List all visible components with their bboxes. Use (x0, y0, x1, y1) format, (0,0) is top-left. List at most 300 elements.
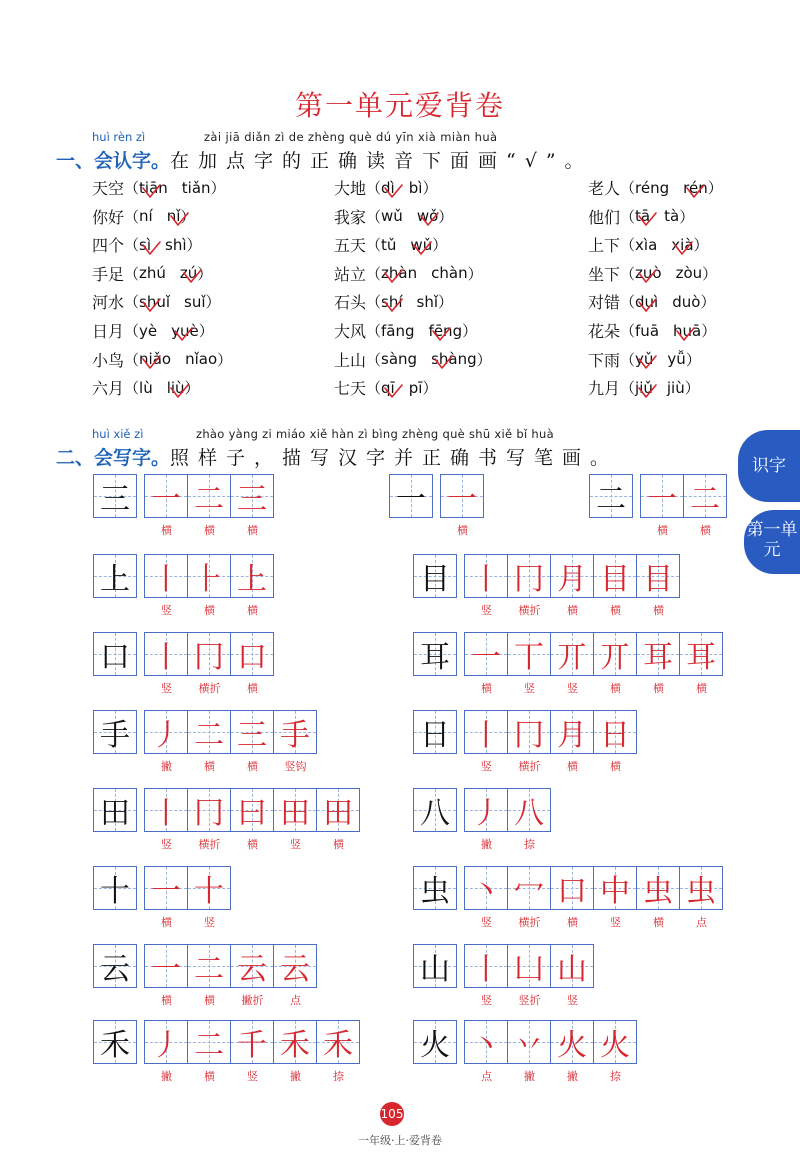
paren-close: ） (685, 350, 701, 369)
stroke-step-box[interactable]: 丌 (550, 632, 594, 676)
reading-item (334, 376, 437, 399)
pinyin-option-b[interactable]: shàng (431, 350, 477, 368)
item-word: 五天 (334, 236, 367, 256)
pinyin-option-a[interactable]: yè (139, 321, 158, 340)
stroke-name: 竖 (610, 916, 621, 929)
stroke-step-box[interactable]: 二 (187, 474, 231, 518)
stroke-step-box[interactable]: 二 (683, 474, 727, 518)
model-char-box: 山 (413, 944, 457, 988)
stroke-step-box[interactable]: 丨 (464, 710, 508, 754)
stroke-names (145, 680, 274, 696)
stroke-step-box[interactable]: 丌 (593, 632, 637, 676)
stroke-name: 点 (290, 994, 301, 1007)
check-mark-icon (173, 327, 193, 343)
stroke-names (465, 602, 680, 618)
stroke-step-box[interactable]: 虫 (679, 866, 723, 910)
pinyin-option-b[interactable]: chàn (431, 264, 468, 283)
pinyin-option-a[interactable]: yǔ (635, 350, 653, 368)
check-mark-icon (141, 184, 161, 200)
paren-close: ） (180, 207, 196, 226)
stroke-name: 竖 (481, 916, 492, 929)
item-word: 坐下 (588, 264, 621, 284)
paren-open: （ (366, 322, 382, 340)
model-char-box: 上 (93, 554, 137, 598)
reading-item (334, 176, 437, 199)
stroke-name: 捺 (524, 838, 535, 851)
model-char-box: 手 (93, 710, 137, 754)
stroke-name: 横 (161, 916, 172, 929)
paren-open: （ (124, 379, 140, 398)
pinyin-option-b[interactable]: zú (180, 264, 197, 282)
stroke-name: 捺 (610, 1070, 621, 1083)
page-footer: 一年级·上·爱背卷 (358, 1134, 442, 1147)
paren-open: （ (124, 236, 140, 255)
reading-item (92, 348, 232, 371)
stroke-name: 捺 (333, 1070, 344, 1083)
stroke-name: 竖 (161, 604, 172, 617)
stroke-name: 横 (653, 682, 664, 695)
check-mark-icon (412, 241, 432, 257)
reading-item (334, 262, 483, 285)
stroke-step-box[interactable]: 耳 (679, 632, 723, 676)
section2-label-pinyin: huì xiě zì (92, 427, 144, 441)
stroke-step-box[interactable]: 凵 (507, 944, 551, 988)
section1-instruction-pinyin: zài jiā diǎn zì de zhèng què dú yīn xià miàn huà (204, 130, 498, 144)
item-word: 六月 (92, 379, 125, 399)
pinyin-option-a[interactable]: lù (139, 378, 153, 397)
check-mark-icon (383, 184, 403, 200)
stroke-name: 横 (204, 760, 215, 773)
page-title: 第一单元爱背卷 (294, 89, 505, 122)
paren-open: （ (366, 207, 382, 226)
paren-close: ） (702, 264, 718, 283)
stroke-name: 撇 (567, 1070, 578, 1083)
stroke-step-box[interactable]: 丿 (464, 788, 508, 832)
pinyin-option-b[interactable]: xià (671, 236, 693, 254)
reading-item (588, 290, 715, 313)
reading-item (588, 262, 717, 285)
pinyin-option-b[interactable]: nǐao (185, 350, 218, 369)
pinyin-option-a[interactable]: xìa (635, 235, 658, 254)
pinyin-option-a[interactable]: fāng (381, 321, 415, 340)
stroke-step-box[interactable]: 丨 (144, 632, 188, 676)
paren-close: ） (422, 379, 438, 398)
stroke-step-box[interactable]: 丨 (464, 944, 508, 988)
pinyin-option-a[interactable]: ní (139, 207, 153, 226)
reading-item (588, 348, 701, 371)
writing-row (414, 866, 723, 910)
section2-header (56, 443, 618, 470)
check-mark-icon (141, 241, 161, 257)
stroke-step-box[interactable]: 曰 (230, 788, 274, 832)
stroke-step-box[interactable]: 山 (550, 944, 594, 988)
pinyin-option-b[interactable]: zòu (675, 264, 703, 283)
pinyin-option-b[interactable]: wǒ (417, 207, 438, 225)
paren-open: （ (124, 179, 140, 197)
stroke-step-box[interactable]: 日 (593, 710, 637, 754)
check-mark-icon (169, 212, 189, 228)
stroke-name: 横 (247, 838, 258, 851)
pinyin-option-b[interactable]: rén (683, 179, 708, 197)
stroke-step-box[interactable]: 一 (144, 866, 188, 910)
paren-close: ） (197, 264, 213, 283)
stroke-step-box[interactable]: 一 (144, 944, 188, 988)
paren-open: （ (366, 264, 382, 283)
stroke-name: 横 (567, 760, 578, 773)
item-word: 老人 (588, 179, 621, 198)
model-char-box: 虫 (413, 866, 457, 910)
stroke-name: 横 (700, 524, 711, 537)
reading-item (334, 290, 453, 313)
pinyin-option-b[interactable]: shì (165, 235, 187, 254)
pinyin-option-a[interactable]: tiān (139, 179, 168, 197)
paren-close: ） (467, 264, 483, 283)
stroke-name: 撇 (161, 760, 172, 773)
stroke-name: 撇折 (241, 994, 264, 1007)
paren-close: ） (700, 293, 716, 312)
stroke-step-box[interactable]: 千 (230, 1020, 274, 1064)
paren-open: （ (366, 236, 382, 255)
pinyin-option-a[interactable]: tǔ (381, 235, 397, 254)
pinyin-option-b[interactable]: tà (664, 207, 680, 226)
stroke-names (465, 992, 594, 1008)
side-tab-literacy[interactable]: 识字 (738, 430, 800, 502)
model-char-box: 禾 (93, 1020, 137, 1064)
pinyin-option-b[interactable]: liù (167, 379, 185, 397)
check-mark-icon (675, 327, 695, 343)
stroke-name: 横 (696, 682, 707, 695)
pinyin-option-b[interactable]: wǔ (410, 236, 432, 254)
check-mark-icon (637, 269, 657, 285)
stroke-step-box[interactable]: 田 (273, 788, 317, 832)
paren-open: （ (124, 322, 140, 340)
side-tab-unit[interactable]: 第一单元 (744, 510, 800, 574)
paren-open: （ (620, 179, 636, 197)
writing-row (414, 632, 723, 676)
stroke-step-box[interactable]: 火 (550, 1020, 594, 1064)
pinyin-option-a[interactable]: fuā (635, 321, 660, 340)
stroke-step-box[interactable]: 冂 (507, 710, 551, 754)
stroke-step-box[interactable]: 目 (636, 554, 680, 598)
stroke-name: 横 (247, 604, 258, 617)
model-char-box: 十 (93, 866, 137, 910)
model-char-box: 二 (589, 474, 633, 518)
stroke-name: 横 (333, 838, 344, 851)
writing-row (94, 1020, 360, 1064)
pinyin-option-a[interactable]: wǔ (381, 207, 403, 226)
paren-open: （ (366, 293, 382, 312)
paren-close: ） (438, 293, 454, 312)
stroke-step-box[interactable]: 田 (316, 788, 360, 832)
check-mark-icon (141, 355, 161, 371)
section1-label-pinyin: huì rèn zì (92, 130, 146, 144)
check-mark-icon (637, 212, 657, 228)
pinyin-option-b[interactable]: jiù (666, 378, 685, 397)
pinyin-option-a[interactable]: réng (635, 178, 670, 197)
stroke-step-box[interactable]: 口 (550, 866, 594, 910)
paren-close: ） (432, 236, 448, 255)
reading-item (92, 376, 200, 399)
pinyin-option-a[interactable]: sì (139, 236, 151, 254)
item-word: 日月 (92, 322, 125, 341)
stroke-name: 横 (481, 682, 492, 695)
pinyin-option-b[interactable]: huā (673, 322, 701, 340)
pinyin-option-a[interactable]: zhàn (381, 264, 417, 282)
reading-item (588, 376, 700, 399)
stroke-names (465, 758, 637, 774)
stroke-step-box[interactable]: 三 (230, 710, 274, 754)
stroke-step-box[interactable]: 冂 (507, 554, 551, 598)
reading-item (334, 205, 453, 228)
stroke-names (465, 836, 551, 852)
stroke-step-box[interactable]: 上 (230, 554, 274, 598)
paren-open: （ (366, 379, 382, 398)
stroke-step-box[interactable]: 目 (593, 554, 637, 598)
stroke-step-box[interactable]: 丶 (464, 866, 508, 910)
stroke-step-box[interactable]: 丨 (144, 788, 188, 832)
stroke-step-box[interactable]: 一 (144, 474, 188, 518)
stroke-names (145, 914, 231, 930)
stroke-step-box[interactable]: 丅 (507, 632, 551, 676)
stroke-name: 竖 (481, 604, 492, 617)
stroke-name: 横 (204, 994, 215, 1007)
stroke-name: 横 (610, 760, 621, 773)
reading-item (588, 233, 709, 256)
stroke-step-box[interactable]: 禾 (273, 1020, 317, 1064)
stroke-name: 横 (247, 682, 258, 695)
paren-close: ） (701, 322, 717, 340)
paren-open: （ (366, 179, 382, 197)
stroke-step-box[interactable]: 一 (464, 632, 508, 676)
item-word: 四个 (92, 236, 125, 256)
stroke-step-box[interactable]: 火 (593, 1020, 637, 1064)
writing-row (94, 554, 274, 598)
item-word: 大风 (334, 322, 367, 341)
stroke-name: 横 (204, 1070, 215, 1083)
stroke-step-box[interactable]: 口 (230, 632, 274, 676)
writing-row (94, 710, 317, 754)
stroke-name: 横 (610, 682, 621, 695)
stroke-step-box[interactable]: 冂 (187, 632, 231, 676)
stroke-step-box[interactable]: 三 (230, 474, 274, 518)
paren-close: ） (684, 379, 700, 398)
pinyin-option-a[interactable]: zuò (635, 264, 662, 282)
check-mark-icon (637, 384, 657, 400)
item-word: 手足 (92, 264, 125, 284)
stroke-step-box[interactable]: 丿 (144, 710, 188, 754)
stroke-step-box[interactable]: 云 (230, 944, 274, 988)
reading-item (92, 319, 214, 342)
paren-open: （ (124, 350, 140, 369)
stroke-name: 横 (161, 994, 172, 1007)
stroke-step-box[interactable]: 丿 (144, 1020, 188, 1064)
check-mark-icon (383, 384, 403, 400)
paren-close: ） (210, 179, 226, 197)
pinyin-option-a[interactable]: jiǔ (635, 379, 653, 397)
stroke-step-box[interactable]: 耳 (636, 632, 680, 676)
stroke-step-box[interactable]: 二 (187, 944, 231, 988)
stroke-step-box[interactable]: ⺊ (187, 554, 231, 598)
stroke-step-box[interactable]: 八 (507, 788, 551, 832)
paren-open: （ (124, 264, 140, 283)
model-char-box: 口 (93, 632, 137, 676)
check-mark-icon (685, 184, 705, 200)
pinyin-option-a[interactable]: duì (635, 293, 658, 311)
stroke-step-box[interactable]: 二 (187, 1020, 231, 1064)
pinyin-option-a[interactable]: qī (381, 379, 395, 397)
paren-open: （ (620, 293, 636, 312)
item-word: 河水 (92, 293, 125, 313)
stroke-names (441, 522, 484, 538)
stroke-name: 竖钩 (284, 760, 307, 773)
pinyin-option-a[interactable]: dì (381, 179, 395, 197)
item-word: 九月 (588, 379, 621, 399)
item-word: 下雨 (588, 350, 621, 370)
pinyin-option-b[interactable]: tiǎn (181, 178, 211, 197)
stroke-name: 横折 (198, 838, 221, 851)
pinyin-option-b[interactable]: duò (672, 292, 701, 311)
check-mark-icon (169, 384, 189, 400)
paren-close: ） (438, 207, 454, 226)
model-char-box: 日 (413, 710, 457, 754)
stroke-names (145, 992, 317, 1008)
stroke-step-box[interactable]: 二 (187, 710, 231, 754)
check-mark-icon (383, 298, 403, 314)
pinyin-option-a[interactable]: shí (381, 293, 403, 311)
paren-close: ） (186, 236, 202, 255)
reading-item (92, 233, 202, 256)
paren-close: ） (217, 350, 233, 369)
stroke-name: 横折 (518, 604, 541, 617)
pinyin-option-a[interactable]: niǎo (139, 350, 171, 368)
stroke-name: 撇 (524, 1070, 535, 1083)
pinyin-option-a[interactable]: tā (635, 207, 650, 225)
stroke-step-box[interactable]: 十 (187, 866, 231, 910)
stroke-step-box[interactable]: 中 (593, 866, 637, 910)
stroke-names (145, 836, 360, 852)
pinyin-option-b[interactable]: shǐ (416, 292, 439, 311)
stroke-name: 横折 (518, 916, 541, 929)
pinyin-option-b[interactable]: yǚ (667, 350, 686, 369)
model-char-box: 一 (389, 474, 433, 518)
stroke-name: 横 (653, 604, 664, 617)
pinyin-option-a[interactable]: sàng (381, 350, 418, 369)
item-word: 石头 (334, 293, 367, 313)
pinyin-option-b[interactable]: nǐ (167, 207, 181, 225)
item-word: 天空 (92, 179, 125, 198)
paren-open: （ (620, 264, 636, 283)
pinyin-option-b[interactable]: yuè (171, 322, 199, 340)
stroke-step-box[interactable]: 冖 (507, 866, 551, 910)
stroke-step-box[interactable]: 丶 (464, 1020, 508, 1064)
stroke-name: 竖 (567, 682, 578, 695)
paren-close: ） (679, 207, 695, 226)
paren-close: ） (476, 350, 492, 369)
stroke-step-box[interactable]: 丨 (144, 554, 188, 598)
pinyin-option-b[interactable]: fēng (429, 322, 463, 340)
item-word: 你好 (92, 207, 125, 227)
paren-close: ） (422, 179, 438, 197)
stroke-step-box[interactable]: 月 (550, 554, 594, 598)
writing-row (414, 788, 551, 832)
stroke-step-box[interactable]: 禾 (316, 1020, 360, 1064)
paren-close: ） (707, 179, 723, 197)
paren-open: （ (124, 293, 140, 312)
writing-row (414, 1020, 637, 1064)
stroke-step-box[interactable]: 冂 (187, 788, 231, 832)
stroke-step-box[interactable]: 手 (273, 710, 317, 754)
stroke-step-box[interactable]: 云 (273, 944, 317, 988)
item-word: 花朵 (588, 322, 621, 341)
paren-open: （ (620, 236, 636, 255)
stroke-step-box[interactable]: 一 (640, 474, 684, 518)
stroke-name: 横 (247, 524, 258, 537)
pinyin-option-a[interactable]: zhú (139, 264, 166, 283)
pinyin-option-b[interactable]: bì (408, 178, 423, 197)
stroke-name: 横 (247, 760, 258, 773)
stroke-step-box[interactable]: 虫 (636, 866, 680, 910)
stroke-step-box[interactable]: 丨 (464, 554, 508, 598)
paren-close: ） (693, 236, 709, 255)
check-mark-icon (433, 355, 453, 371)
reading-item (92, 290, 221, 313)
stroke-name: 竖 (161, 838, 172, 851)
stroke-name: 横 (657, 524, 668, 537)
model-char-box: 耳 (413, 632, 457, 676)
section1-label: 一、会认字。 (56, 150, 171, 172)
pinyin-option-a[interactable]: shuǐ (139, 293, 170, 311)
paren-open: （ (620, 379, 636, 398)
writing-row (94, 866, 231, 910)
check-mark-icon (637, 298, 657, 314)
stroke-name: 点 (481, 1070, 492, 1083)
check-mark-icon (419, 212, 439, 228)
stroke-names (145, 1068, 360, 1084)
model-char-box: 云 (93, 944, 137, 988)
writing-row (414, 710, 637, 754)
stroke-name: 横 (204, 524, 215, 537)
model-char-box: 火 (413, 1020, 457, 1064)
check-mark-icon (182, 269, 202, 285)
stroke-step-box[interactable]: 一 (440, 474, 484, 518)
stroke-name: 竖 (481, 760, 492, 773)
reading-item (92, 262, 212, 285)
item-word: 大地 (334, 179, 367, 198)
writing-row (414, 554, 680, 598)
item-word: 对错 (588, 293, 621, 313)
stroke-name: 竖折 (518, 994, 541, 1007)
stroke-name: 横 (653, 916, 664, 929)
section2-instruction-pinyin: zhào yàng zi miáo xiě hàn zì bìng zhèng què shū xiě bǐ huà (196, 427, 554, 441)
reading-item (334, 319, 477, 342)
stroke-name: 撇 (481, 838, 492, 851)
stroke-name: 竖 (290, 838, 301, 851)
stroke-step-box[interactable]: 丷 (507, 1020, 551, 1064)
reading-item (588, 205, 694, 228)
item-word: 站立 (334, 264, 367, 284)
model-char-box: 八 (413, 788, 457, 832)
stroke-name: 横 (204, 604, 215, 617)
stroke-step-box[interactable]: 月 (550, 710, 594, 754)
pinyin-option-b[interactable]: suǐ (184, 292, 206, 311)
stroke-name: 竖 (567, 994, 578, 1007)
section2-instruction: 照样子，描写汉字并正确书写笔画。 (170, 447, 619, 469)
writing-row (94, 632, 274, 676)
writing-row (590, 474, 727, 518)
item-word: 七天 (334, 379, 367, 399)
stroke-name: 横折 (198, 682, 221, 695)
pinyin-option-b[interactable]: pī (408, 378, 423, 397)
